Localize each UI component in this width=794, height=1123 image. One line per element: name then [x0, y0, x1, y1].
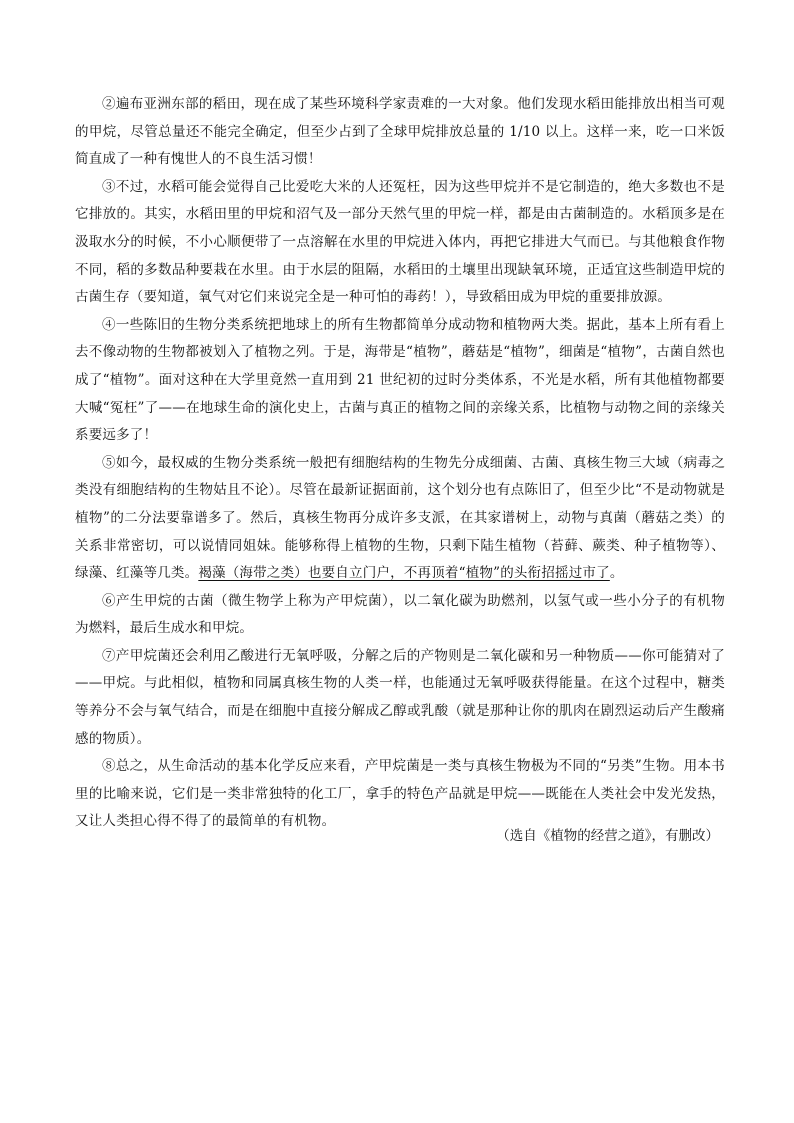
article-body	[75, 91, 725, 836]
paragraph-5	[75, 450, 725, 588]
paragraph-7: ⑦产甲烷菌还会利用乙酸进行无氧呼吸，分解之后的产物则是二氧化碳和另一种物质——你可能猜对了——甲烷。与此相似，植物和同属真核生物的人类一样，也能通过无氧呼吸获得能量。在这个过程中，糖类等养分不会与氧气结合，而是在细胞中直接分解成乙醇或乳酸（就是那种让你的肌肉在剧烈运动后产生酸痛感的物质）。	[75, 647, 725, 747]
paragraph-2: ②遍布亚洲东部的稻田，现在成了某些环境科学家责难的一大对象。他们发现水稻田能排放出相当可观的甲烷，尽管总量还不能完全确定，但至少占到了全球甲烷排放总量的 1/10 以上。这样一来，吃一口米饭简直成了一种有愧世人的不良生活习惯！	[75, 96, 725, 168]
paragraph-6: ⑥产生甲烷的古菌（微生物学上称为产甲烷菌），以二氧化碳为助燃剂，以氢气或一些小分子的有机物为燃料，最后生成水和甲烷。	[75, 592, 725, 637]
source-citation: （选自《植物的经营之道》，有删改）	[496, 828, 719, 843]
underlined-sentence: 褐藻（海带之类）也要自立门户，不再顶着“植物”的头衔招摇过市了	[198, 565, 610, 582]
paragraph-8: ⑧总之，从生命活动的基本化学反应来看，产甲烷菌是一类与真核生物极为不同的“另类”生物。用本书里的比喻来说，它们是一类非常独特的化工厂，拿手的特色产品就是甲烷——既能在人类社会中发光发热，又让人类担心得不得了的最简单的有机物。	[75, 758, 725, 830]
paragraph-5-ending: 。	[609, 565, 624, 582]
paragraph-5-text: ⑤如今，最权威的生物分类系统一般把有细胞结构的生物先分成细菌、古菌、真核生物三大域（病毒之类没有细胞结构的生物姑且不论）。尽管在最新证据面前，这个划分也有点陈旧了，但至少比“不是动物就是植物”的二分法要靠谱多了。然后，真核生物再分成许多支派，在其家谱树上，动物与真菌（蘑菇之类）的关系非常密切，可以说情同姐妹。能够称得上植物的生物，只剩下陆生植物（苔藓、蕨类、种子植物等）、绿藻、红藻等几类。	[75, 454, 725, 582]
paragraph-3: ③不过，水稻可能会觉得自己比爱吃大米的人还冤枉，因为这些甲烷并不是它制造的，绝大多数也不是它排放的。其实，水稻田里的甲烷和沼气及一部分天然气里的甲烷一样，都是由古菌制造的。水稻顶多是在汲取水分的时候，不小心顺便带了一点溶解在水里的甲烷进入体内，再把它排进大气而已。与其他粮食作物不同，稻的多数品种要栽在水里。由于水层的阻隔，水稻田的土壤里出现缺氧环境，正适宜这些制造甲烷的古菌生存（要知道，氧气对它们来说完全是一种可怕的毒药！），导致稻田成为甲烷的重要排放源。	[75, 178, 725, 306]
paragraph-4: ④一些陈旧的生物分类系统把地球上的所有生物都简单分成动物和植物两大类。据此，基本上所有看上去不像动物的生物都被划入了植物之列。于是，海带是“植物”，蘑菇是“植物”，细菌是“植物”，古菌自然也成了“植物”。面对这种在大学里竟然一直用到 21 世纪初的过时分类体系，不光是水稻，所有其他植物都要大喊“冤枉”了——在地球生命的演化史上，古菌与真正的植物之间的亲缘关系，比植物与动物之间的亲缘关系要远多了！	[75, 316, 725, 444]
